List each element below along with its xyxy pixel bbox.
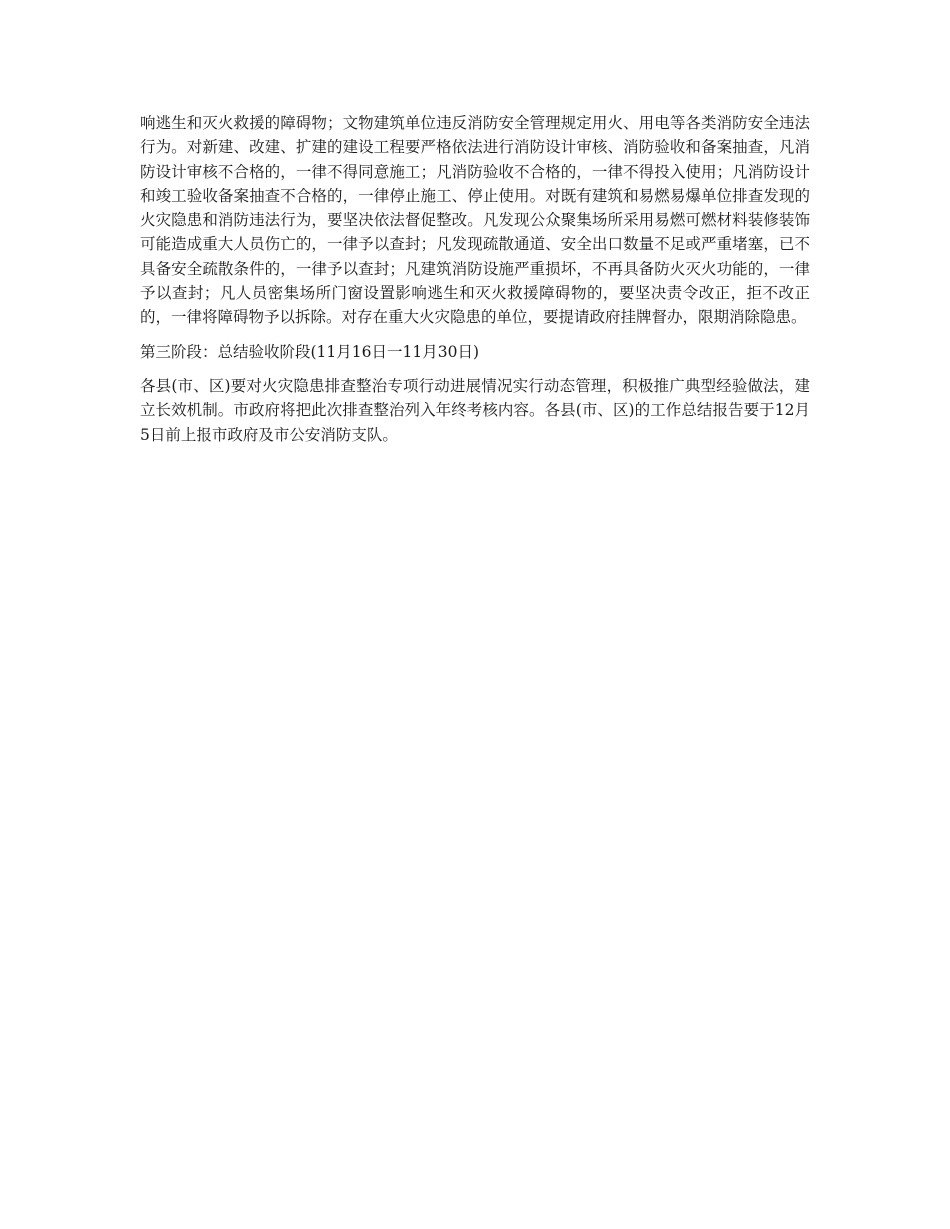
paragraph-phase-three-heading: 第三阶段：总结验收阶段(11月16日一11月30日) bbox=[140, 342, 479, 361]
paragraph-summary-requirements: 各县(市、区)要对火灾隐患排查整治专项行动进展情况实行动态管理，积极推广典型经验做法，建立长效机制。市政府将把此次排查整治列入年终考核内容。各县(市、区)的工作总结报告要于12月5日前上报市政府及市公安消防支队。 bbox=[140, 376, 810, 444]
paragraph-fire-rectification: 响逃生和灭火救援的障碍物；文物建筑单位违反消防安全管理规定用火、用电等各类消防安全违法行为。对新建、改建、扩建的建设工程要严格依法进行消防设计审核、消防验收和备案抽查，凡消防设计审核不合格的，一律不得同意施工；凡消防验收不合格的，一律不得投入使用；凡消防设计和竣工验收备案抽查不合格的，一律停止施工、停止使用。对既有建筑和易燃易爆单位排查发现的火灾隐患和消防违法行为，要坚决依法督促整改。凡发现公众聚集场所采用易燃可燃材料装修装饰可能造成重大人员伤亡的，一律予以查封；凡发现疏散通道、安全出口数量不足或严重堵塞，已不具备安全疏散条件的，一律予以查封；凡建筑消防设施严重损坏，不再具备防火灭火功能的，一律予以查封；凡人员密集场所门窗设置影响逃生和灭火救援障碍物的，要坚决责令改正，拒不改正的，一律将障碍物予以拆除。对存在重大火灾隐患的单位，要提请政府挂牌督办，限期消除隐患。 bbox=[140, 114, 810, 327]
document-body bbox=[140, 111, 810, 447]
